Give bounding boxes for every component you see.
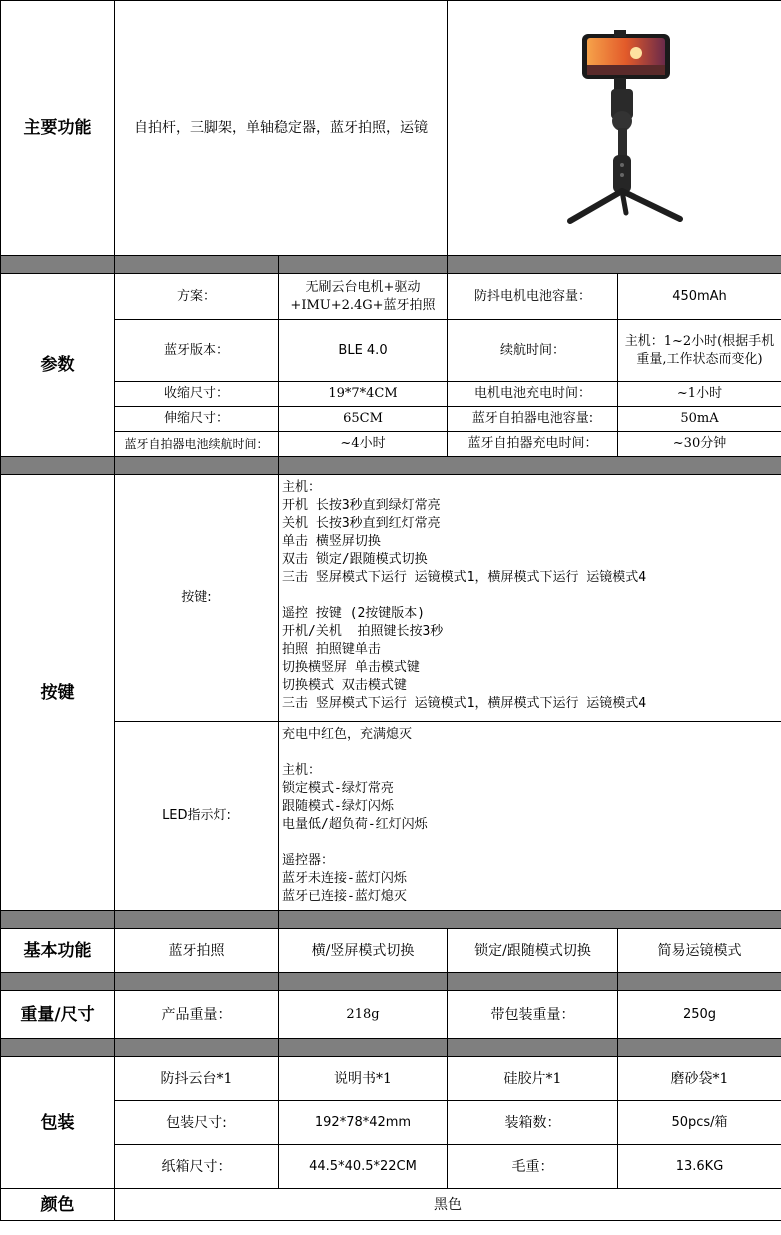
packaging-value: 192*78*42mm	[279, 1101, 448, 1145]
buttons-label: 按键	[1, 475, 115, 911]
led-line: 跟随模式-绿灯闪烁	[282, 799, 394, 814]
buttons-row-keys	[1, 475, 781, 722]
param-key: 蓝牙自拍器电池续航时间：	[115, 432, 279, 457]
param-value: ~30分钟	[618, 432, 781, 457]
keys-line: 单击 横竖屏切换	[282, 534, 381, 549]
param-key: 蓝牙版本：	[115, 320, 279, 382]
param-key: 伸缩尺寸：	[115, 407, 279, 432]
param-key: 蓝牙自拍器充电时间：	[448, 432, 618, 457]
params-row-3	[1, 407, 781, 432]
weight-row	[1, 991, 781, 1039]
keys-line: 拍照 拍照键单击	[282, 642, 381, 657]
params-row-4	[1, 432, 781, 457]
selfie-stick-tripod-icon	[450, 3, 780, 253]
packaging-value: 44.5*40.5*22CM	[279, 1145, 448, 1189]
led-line: 蓝牙已连接-蓝灯熄灭	[282, 889, 407, 904]
param-value: 450mAh	[618, 274, 781, 320]
main-function-text: 自拍杆，三脚架，单轴稳定器，蓝牙拍照，运镜	[115, 1, 448, 256]
weight-key: 带包装重量：	[448, 991, 618, 1039]
separator-row	[1, 1039, 781, 1057]
led-line: 锁定模式-绿灯常亮	[282, 781, 394, 796]
keys-line: 切换横竖屏 单击模式键	[282, 660, 420, 675]
param-key: 收缩尺寸：	[115, 382, 279, 407]
packaging-item: 防抖云台*1	[115, 1057, 279, 1101]
product-image-cell	[448, 1, 781, 256]
weight-key: 产品重量：	[115, 991, 279, 1039]
param-value: 50mA	[618, 407, 781, 432]
color-row	[1, 1189, 781, 1221]
params-row-1	[1, 320, 781, 382]
separator-row	[1, 457, 781, 475]
packaging-key: 包装尺寸:	[115, 1101, 279, 1145]
blank-line	[282, 744, 778, 762]
packaging-value: 13.6KG	[618, 1145, 781, 1189]
led-line: 蓝牙未连接-蓝灯闪烁	[282, 871, 407, 886]
basic-function-item: 横/竖屏模式切换	[279, 929, 448, 973]
params-row-2	[1, 382, 781, 407]
param-key: 蓝牙自拍器电池容量:	[448, 407, 618, 432]
basic-function-label: 基本功能	[1, 929, 115, 973]
separator-row	[1, 973, 781, 991]
packaging-label: 包装	[1, 1057, 115, 1189]
params-label: 参数	[1, 274, 115, 457]
led-line: 电量低/超负荷-红灯闪烁	[282, 817, 428, 832]
keys-line: 三击 竖屏模式下运行 运镜模式1，横屏模式下运行 运镜模式4	[282, 696, 647, 711]
basic-function-row	[1, 929, 781, 973]
param-value: BLE 4.0	[279, 320, 448, 382]
weight-value: 218g	[279, 991, 448, 1039]
packaging-row-1	[1, 1101, 781, 1145]
main-function-row	[1, 1, 781, 256]
param-value: 65CM	[279, 407, 448, 432]
packaging-row-0	[1, 1057, 781, 1101]
buttons-row-led	[1, 722, 781, 911]
led-line: 遥控器：	[282, 853, 335, 868]
keys-line: 双击 锁定/跟随模式切换	[282, 552, 428, 567]
led-line: 充电中红色，充满熄灭	[282, 727, 413, 742]
packaging-key: 装箱数：	[448, 1101, 618, 1145]
packaging-key: 毛重：	[448, 1145, 618, 1189]
packaging-item: 磨砂袋*1	[618, 1057, 781, 1101]
color-label: 颜色	[1, 1189, 115, 1221]
param-value: 19*7*4CM	[279, 382, 448, 407]
packaging-value: 50pcs/箱	[618, 1101, 781, 1145]
packaging-item: 说明书*1	[279, 1057, 448, 1101]
param-value: ~1小时	[618, 382, 781, 407]
keys-line: 三击 竖屏模式下运行 运镜模式1，横屏模式下运行 运镜模式4	[282, 570, 647, 585]
packaging-key: 纸箱尺寸：	[115, 1145, 279, 1189]
keys-description	[279, 475, 781, 722]
separator-row	[1, 256, 781, 274]
led-line: 主机：	[282, 763, 322, 778]
keys-line: 开机/关机 拍照键长按3秒	[282, 624, 444, 639]
keys-line: 遥控 按键 (2按键版本)	[282, 606, 426, 621]
keys-label: 按键:	[115, 475, 279, 722]
color-value: 黑色	[115, 1189, 781, 1221]
weight-label: 重量/尺寸	[1, 991, 115, 1039]
keys-line: 关机 长按3秒直到红灯常亮	[282, 516, 441, 531]
param-key: 方案：	[115, 274, 279, 320]
basic-function-item: 锁定/跟随模式切换	[448, 929, 618, 973]
led-label: LED指示灯:	[115, 722, 279, 911]
packaging-row-2	[1, 1145, 781, 1189]
keys-line: 开机 长按3秒直到绿灯常亮	[282, 498, 441, 513]
param-value: ~4小时	[279, 432, 448, 457]
packaging-item: 硅胶片*1	[448, 1057, 618, 1101]
param-key: 续航时间：	[448, 320, 618, 382]
keys-line: 切换模式 双击模式键	[282, 678, 407, 693]
weight-value: 250g	[618, 991, 781, 1039]
param-value: 主机：1~2小时(根据手机重量,工作状态而变化)	[618, 320, 781, 382]
keys-line: 主机：	[282, 480, 322, 495]
basic-function-item: 蓝牙拍照	[115, 929, 279, 973]
param-key: 电机电池充电时间：	[448, 382, 618, 407]
main-function-label: 主要功能	[1, 1, 115, 256]
param-value: 无刷云台电机+驱动+IMU+2.4G+蓝牙拍照	[279, 274, 448, 320]
led-description	[279, 722, 781, 911]
params-row-0	[1, 274, 781, 320]
blank-line	[282, 834, 778, 852]
separator-row	[1, 911, 781, 929]
blank-line	[282, 587, 778, 605]
param-key: 防抖电机电池容量：	[448, 274, 618, 320]
basic-function-item: 简易运镜模式	[618, 929, 781, 973]
